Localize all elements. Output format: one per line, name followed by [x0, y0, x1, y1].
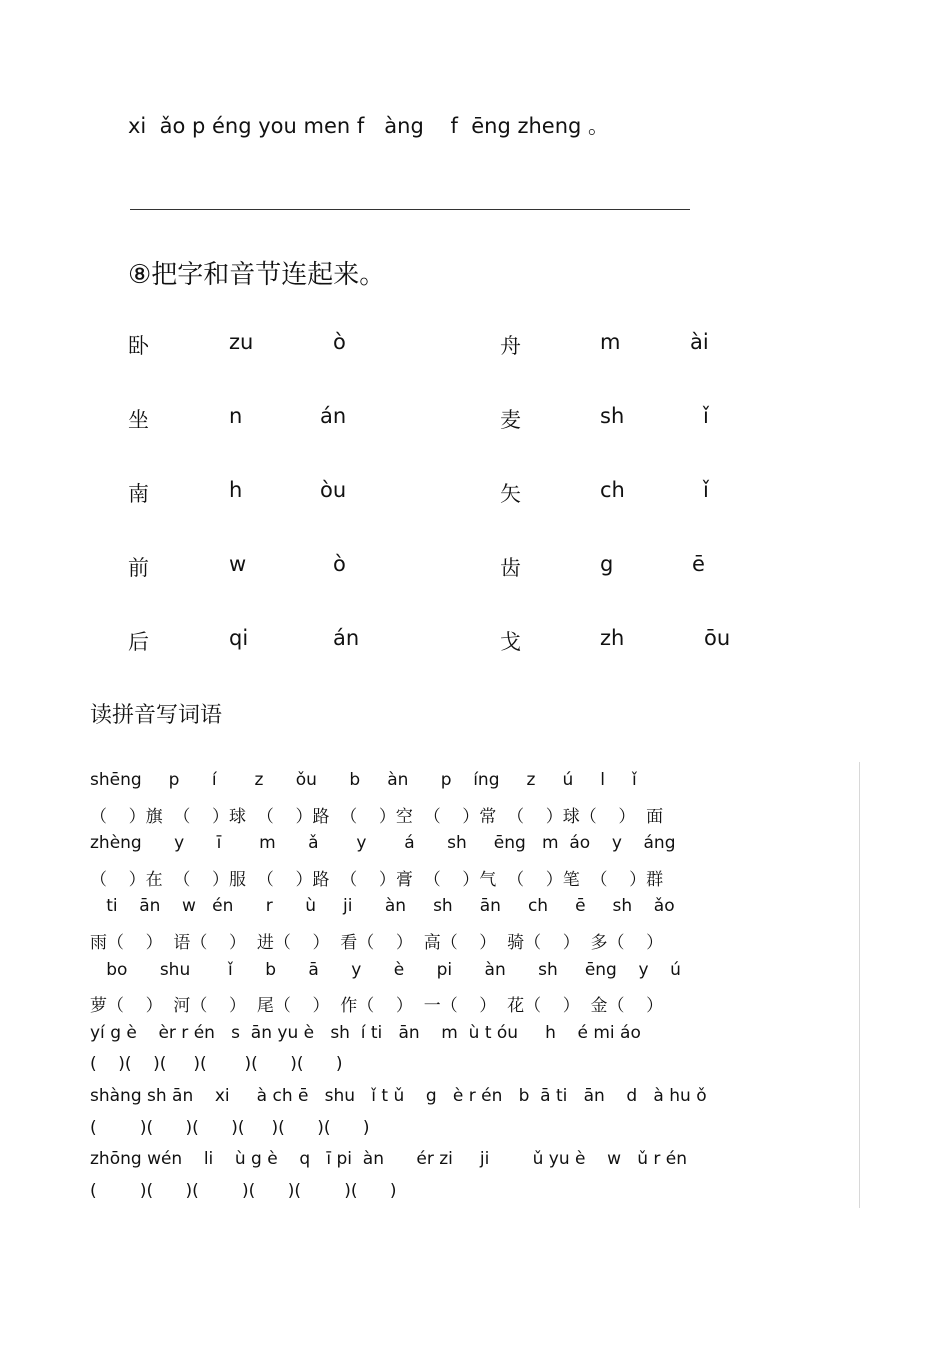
hanzi-line: （ ）旗 （ ）球 （ ）路 （ ）空 （ ）常 （ ）球（ ） 面 — [90, 806, 664, 827]
section-title: 读拼音写词语 — [90, 703, 223, 728]
match-c2-3: 齿 — [500, 556, 521, 580]
match-c2-2: 矢 — [500, 482, 521, 506]
match-f2-0: ài — [690, 330, 709, 354]
match-i2-3: g — [600, 552, 614, 576]
match-f2-4: ōu — [704, 626, 731, 650]
match-c1-3: 前 — [128, 556, 149, 580]
match-f2-1: ǐ — [703, 404, 709, 428]
answer-line[interactable] — [130, 209, 690, 210]
right-border — [859, 762, 860, 1208]
hanzi-line: （ ）在 （ ）服 （ ）路 （ ）膏 （ ）气 （ ）笔 （ ）群 — [90, 869, 664, 890]
match-i1-2: h — [229, 478, 243, 502]
pinyin-line: shēng p í z ǒu b àn p íng z ú l ǐ — [90, 770, 637, 790]
match-i2-4: zh — [600, 626, 625, 650]
match-i1-1: n — [229, 404, 243, 428]
match-i1-3: w — [229, 552, 247, 576]
match-c2-4: 戈 — [500, 630, 521, 654]
pinyin-line: ti ān w én r ù ji àn sh ān ch ē sh ǎo — [90, 896, 675, 917]
pinyin-line: ( )( )( )( )( )( ) — [90, 1117, 370, 1138]
match-f2-2: ǐ — [703, 478, 709, 502]
match-c2-0: 舟 — [500, 334, 521, 358]
pinyin-line: zhōng wén li ù g è q ī pi àn ér zi ji ǔ yu è w ǔ r én — [90, 1149, 688, 1170]
match-c1-4: 后 — [128, 630, 149, 654]
hanzi-line: 萝（ ） 河（ ） 尾（ ） 作（ ） 一（ ） 花（ ） 金（ ） — [90, 996, 664, 1017]
match-i2-2: ch — [600, 478, 625, 502]
match-i2-0: m — [600, 330, 621, 354]
match-c1-0: 卧 — [128, 334, 149, 358]
match-f1-0: ò — [333, 330, 346, 354]
pinyin-line: shàng sh ān xi à ch ē shu ǐ t ǔ g è r én b ā ti ān d à hu ǒ — [90, 1086, 707, 1106]
pinyin-line: ( )( )( )( )( )( ) — [90, 1054, 343, 1075]
match-i1-4: qi — [229, 626, 249, 650]
pinyin-line: bo shu ǐ b ā y è pi àn sh ēng y ú — [90, 959, 681, 980]
pinyin-line: zhèng y ī m ǎ y á sh ēng m áo y áng — [90, 833, 676, 854]
pinyin-line: ( )( )( )( )( )( ) — [90, 1180, 397, 1201]
pinyin-sentence: xi ǎo p éng you men f àng f ēng zheng 。 — [128, 114, 610, 138]
question-8-heading: ⑧把字和音节连起来。 — [128, 260, 386, 290]
match-i1-0: zu — [229, 330, 254, 354]
pinyin-line: yí g è èr r én s ān yu è sh í ti ān m ù t óu h é mi áo — [90, 1022, 641, 1043]
match-i2-1: sh — [600, 404, 625, 428]
match-f2-3: ē — [692, 552, 705, 576]
match-f1-4: án — [333, 626, 360, 650]
match-f1-1: án — [320, 404, 347, 428]
match-c2-1: 麦 — [500, 408, 521, 432]
match-c1-2: 南 — [128, 482, 149, 506]
match-f1-3: ò — [333, 552, 346, 576]
hanzi-line: 雨（ ） 语（ ） 进（ ） 看（ ） 高（ ） 骑（ ） 多（ ） — [90, 933, 664, 953]
match-f1-2: òu — [320, 478, 347, 502]
match-c1-1: 坐 — [128, 408, 149, 432]
